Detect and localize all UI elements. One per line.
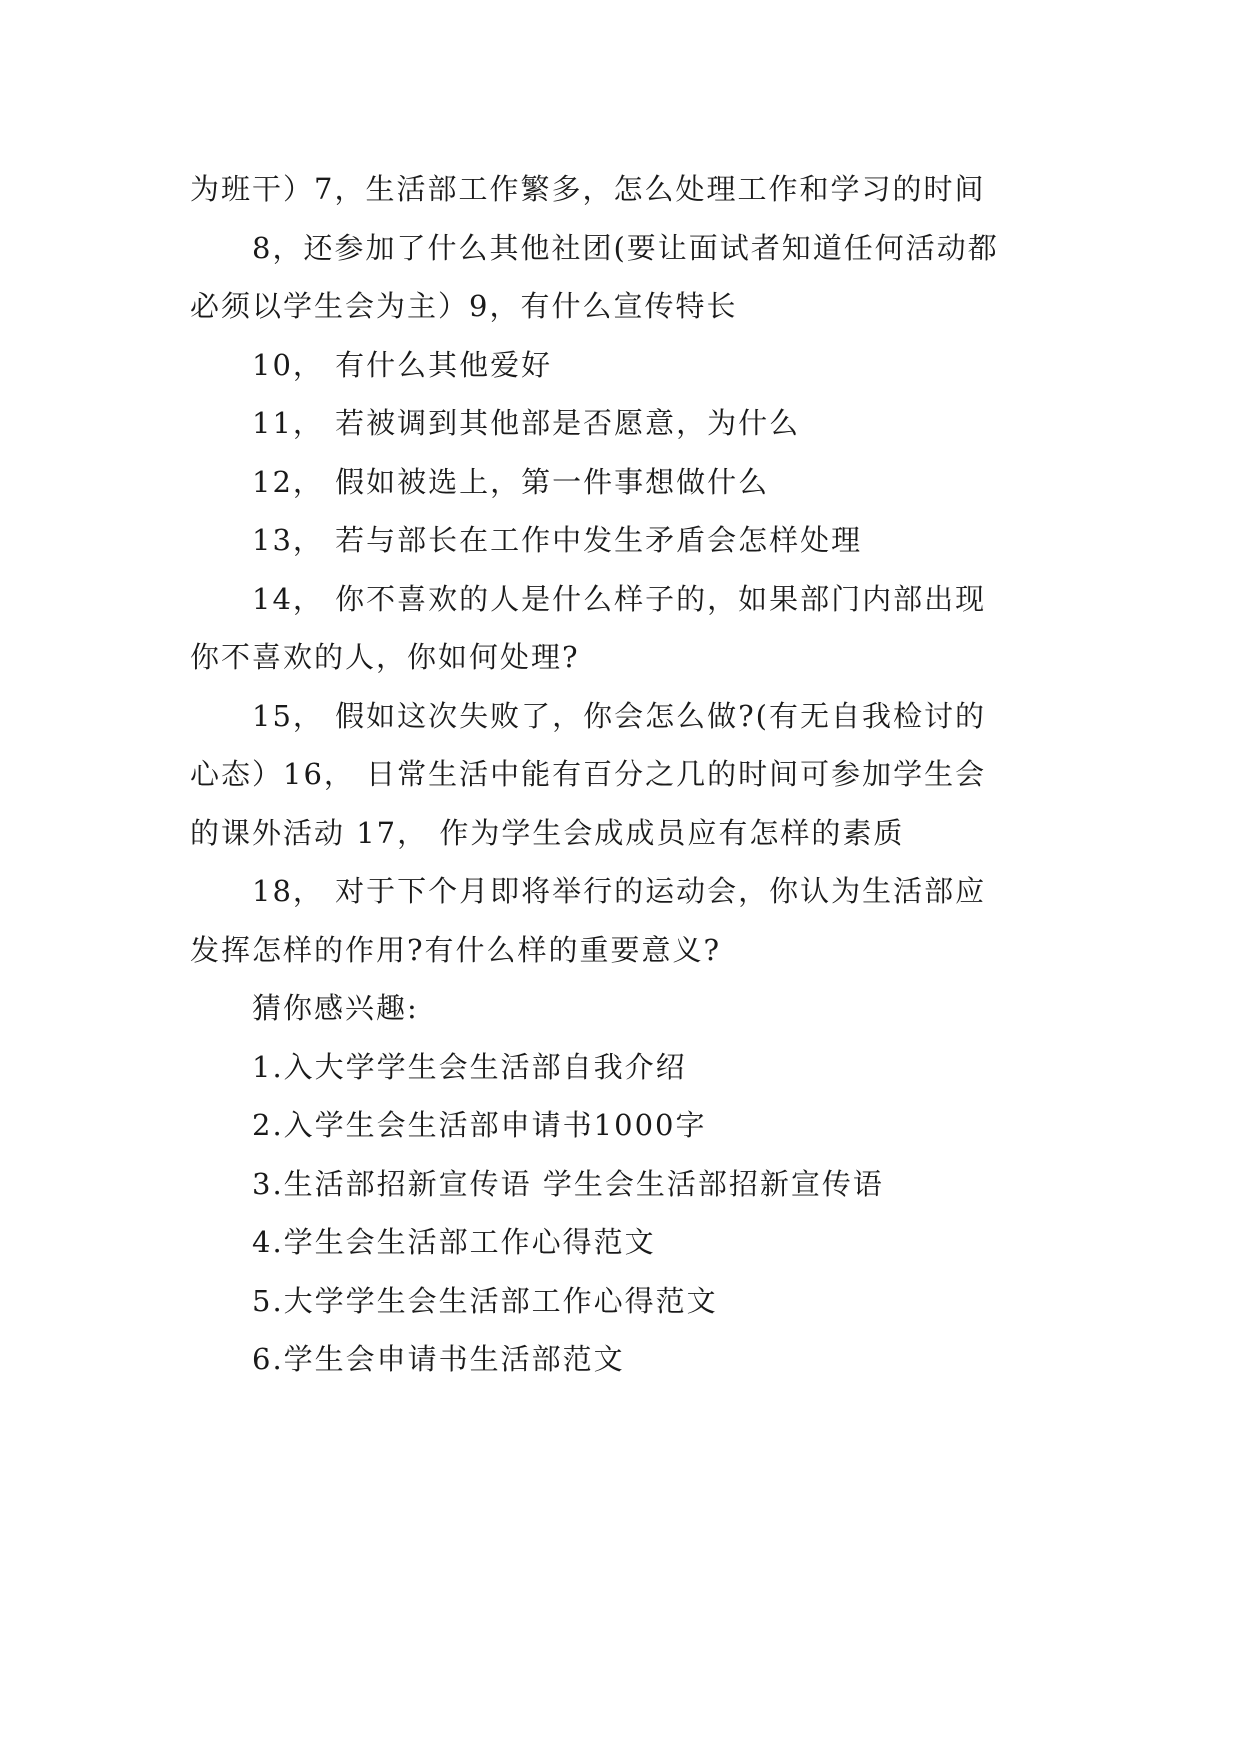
- related-link-text[interactable]: 1.入大学学生会生活部自我介绍: [252, 1049, 687, 1084]
- text-line: 你不喜欢的人，你如何处理?: [190, 640, 580, 674]
- related-link-3[interactable]: [190, 1155, 1060, 1214]
- paragraph-q12: [190, 453, 1060, 512]
- related-link-text[interactable]: 5.大学学生会生活部工作心得范文: [252, 1283, 718, 1318]
- related-link-text[interactable]: 2.入学生会生活部申请书1000字: [252, 1108, 707, 1142]
- paragraph-q14: [190, 570, 1060, 687]
- text-line: 15， 假如这次失败了，你会怎么做?(有无自我检讨的: [252, 698, 986, 733]
- paragraph-q7: [190, 160, 1060, 219]
- related-link-6[interactable]: [190, 1330, 1060, 1389]
- paragraph-q18: [190, 862, 1060, 979]
- related-link-text[interactable]: 6.学生会申请书生活部范文: [252, 1342, 625, 1376]
- paragraph-q15-q17: [190, 687, 1060, 863]
- paragraph-q11: [190, 394, 1060, 453]
- paragraph-q10: [190, 336, 1060, 395]
- related-heading-text: 猜你感兴趣:: [252, 991, 419, 1025]
- text-line: 12， 假如被选上，第一件事想做什么: [252, 464, 770, 499]
- text-line: 14， 你不喜欢的人是什么样子的，如果部门内部出现: [252, 581, 987, 616]
- document-body: [190, 160, 1060, 1389]
- text-line: 13， 若与部长在工作中发生矛盾会怎样处理: [252, 523, 863, 557]
- text-line: 为班干）7，生活部工作繁多，怎么处理工作和学习的时间: [190, 172, 986, 206]
- paragraph-q13: [190, 511, 1060, 570]
- related-link-4[interactable]: [190, 1213, 1060, 1272]
- related-link-1[interactable]: [190, 1038, 1060, 1097]
- related-link-text[interactable]: 4.学生会生活部工作心得范文: [252, 1225, 656, 1259]
- text-line: 8，还参加了什么其他社团(要让面试者知道任何活动都: [252, 230, 999, 265]
- related-heading: [190, 979, 1060, 1038]
- text-line: 10， 有什么其他爱好: [252, 347, 553, 382]
- text-line: 的课外活动 17， 作为学生会成成员应有怎样的素质: [190, 815, 905, 850]
- text-line: 心态）16， 日常生活中能有百分之几的时间可参加学生会: [190, 757, 987, 791]
- paragraph-q8-q9: [190, 219, 1060, 336]
- text-line: 必须以学生会为主）9，有什么宣传特长: [190, 289, 738, 323]
- related-link-2[interactable]: [190, 1096, 1060, 1155]
- text-line: 18， 对于下个月即将举行的运动会，你认为生活部应: [252, 874, 987, 908]
- text-line: 11， 若被调到其他部是否愿意，为什么: [252, 406, 801, 440]
- related-link-text[interactable]: 3.生活部招新宣传语 学生会生活部招新宣传语: [252, 1166, 884, 1201]
- text-line: 发挥怎样的作用?有什么样的重要意义?: [190, 932, 722, 967]
- related-link-5[interactable]: [190, 1272, 1060, 1331]
